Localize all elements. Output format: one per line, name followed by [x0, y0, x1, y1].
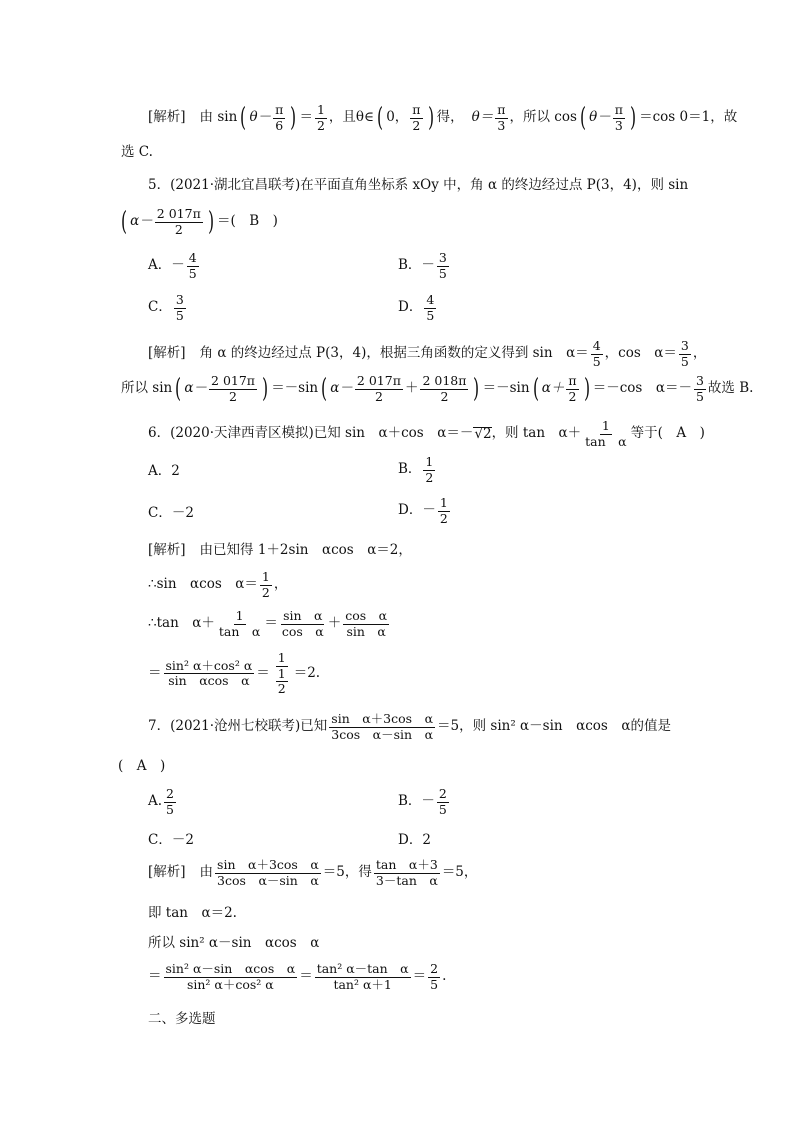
q5-stem-line1: 5．(2021·湖北宜昌联考)在平面直角坐标系 xOy 中，角 α 的终边经过点 P(3，4)，则 sin	[148, 177, 689, 193]
q4-explanation-line2: 选 C.	[121, 144, 153, 160]
q7-explanation-line4: ＝ $\frac{\text{sin² α－sin αcos α}}{\text{sin² α＋cos² α}}$ ＝ $\frac{\text{tan² α－tan α}}{\text{tan² α＋1}}$ ＝ $\frac{2}{5}$ .	[148, 961, 447, 992]
q7-explanation-line1: [解析] 由 $\frac{\text{sin α＋3cos α}}{\text{3cos α－sin α}}$ ＝5，得 $\frac{\text{tan α＋3}}{\text{3－tan α}}$ ＝5，	[148, 857, 478, 888]
q6-explanation-line4: ＝ $\frac{\text{sin² α＋cos² α}}{\text{sin αcos α}}$ ＝ $\frac{1}{\frac{1}{2}}$ ＝2.	[148, 650, 321, 696]
q7-option-b: B．－ $\frac{2}{5}$	[398, 786, 447, 817]
q6-option-a: A．2	[148, 463, 180, 479]
q7-option-c: C．－2	[148, 832, 194, 848]
q4-explanation-line1: [解析] 由 sin ( θ－ $\frac{\pi}{6}$ ) ＝ $\frac{1}{2}$ ，且θ∈ ( 0， $\frac{\pi}{2}$ ) 得， θ＝ $\frac{\pi}{3}$ ，所以 cos ( θ－ $\frac{\pi}{3}$ ) ＝cos 0＝1，故	[148, 102, 738, 133]
q7-explanation-line3: 所以 sin² α－sin αcos α	[148, 935, 320, 951]
q6-explanation-line3: ∴tan α＋ $\frac{1}{\text{tan α}}$ ＝ $\frac{\text{sin α}}{\text{cos α}}$ ＋ $\frac{\text{cos α}}{\text{sin α}}$	[148, 608, 388, 639]
q6-stem: 6．(2020·天津西青区模拟)已知 sin α＋cos α＝－ √2 ，则 tan α＋ $\frac{1}{\text{tan α}}$ 等于( A )	[148, 418, 705, 449]
q6-option-c: C．－2	[148, 505, 194, 521]
q6-option-b: B． $\frac{1}{2}$	[398, 454, 434, 485]
q5-option-b: B．－ $\frac{3}{5}$	[398, 250, 447, 281]
q7-stem: 7．(2021·沧州七校联考)已知 $\frac{\text{sin α＋3cos α}}{\text{3cos α－sin α}}$ ＝5，则 sin² α－sin αcos α的值是	[148, 711, 671, 742]
section-heading: 二、多选题	[148, 1011, 216, 1027]
q7-option-d: D．2	[398, 832, 431, 848]
q6-explanation-line2: ∴sin αcos α＝ $\frac{1}{2}$ ，	[148, 569, 288, 600]
q5-option-d: D． $\frac{4}{5}$	[398, 292, 435, 323]
q5-explanation-line1: [解析] 角 α 的终边经过点 P(3，4)，根据三角函数的定义得到 sin α＝ $\frac{4}{5}$ ，cos α＝ $\frac{3}{5}$ ，	[148, 338, 707, 369]
q7-option-a: A. $\frac{2}{5}$	[148, 786, 174, 817]
q7-answer: ( A )	[118, 758, 166, 774]
q6-explanation-line1: [解析] 由已知得 1＋2sin αcos α＝2，	[148, 542, 412, 558]
q5-stem-line2: ( α－ $\frac{2 017\pi}{2}$ ) ＝( B )	[121, 206, 278, 237]
jiexi-label: [解析]	[148, 109, 186, 126]
q6-option-d: D．－ $\frac{1}{2}$	[398, 495, 448, 526]
q7-explanation-line2: 即 tan α＝2.	[148, 905, 237, 921]
q5-explanation-line2: 所以 sin ( α－ $\frac{2 017\pi}{2}$ ) ＝－sin ( α－ $\frac{2 017\pi}{2}$ ＋ $\frac{2 018\pi}{2}$ ) ＝－sin ( α＋ $\frac{\pi}{2}$ ) ＝－cos α＝－ $\frac{3}{5}$ 故选 B.	[121, 373, 754, 404]
q5-option-c: C． $\frac{3}{5}$	[148, 292, 184, 323]
q5-option-a: A．－ $\frac{4}{5}$	[148, 250, 197, 281]
